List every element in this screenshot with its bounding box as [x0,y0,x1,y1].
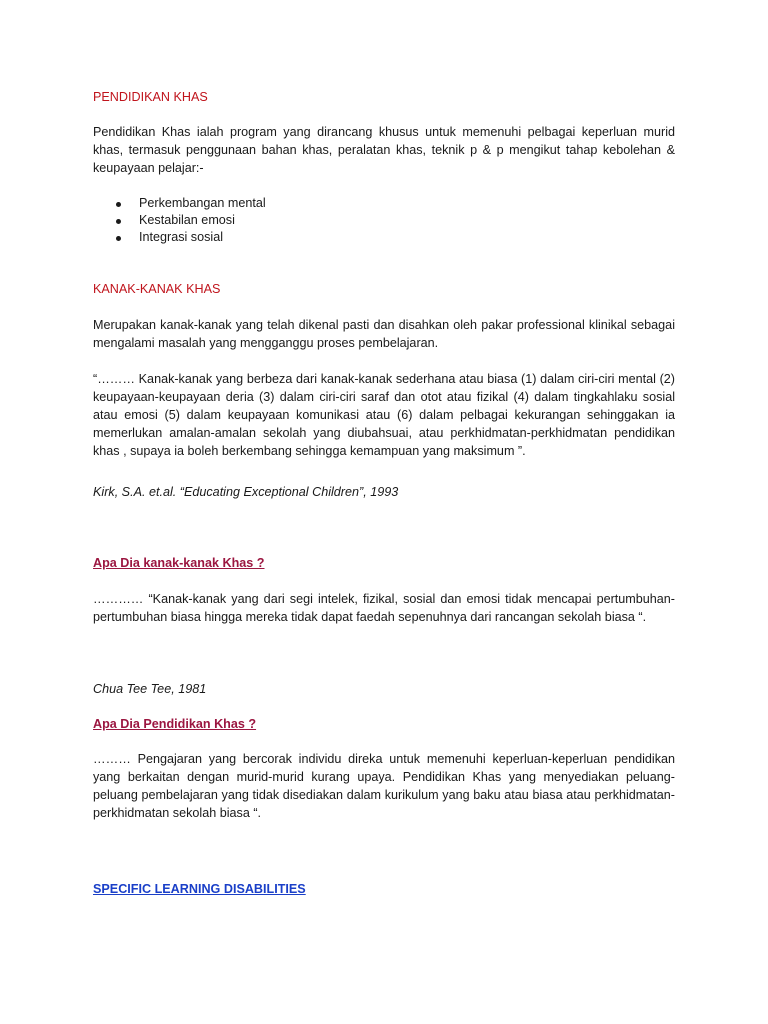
heading-pendidikan-khas: PENDIDIKAN KHAS [93,90,208,104]
bullet-icon [116,202,121,207]
bullet-icon [116,236,121,241]
list-item-label: Integrasi sosial [139,230,223,244]
citation-kirk: Kirk, S.A. et.al. “Educating Exceptional Children”, 1993 [93,485,399,499]
list-item-label: Kestabilan emosi [139,213,235,227]
link-apa-dia-kanak-kanak-khas[interactable]: Apa Dia kanak-kanak Khas ? [93,556,265,570]
list-item [93,212,675,229]
quote-kirk: “……… Kanak-kanak yang berbeza dari kanak-kanak sederhana atau biasa (1) dalam ciri-ciri mental (2) keupayaan-keupayaan deria (3) dalam ciri-ciri saraf dan otot atau fizikal (4) dalam tingkahlaku sosial atau emosi (5) dalam keupayaan komunikasi atau (6) dalam pelbagai kekurangan sehinggakan ia memerlukan amalan-amalan sekolah yang diubahsuai, atau perkhidmatan-perkhidmatan pendidikan khas , supaya ia boleh berkembang sehingga kemampuan yang maksimum ”. [93,372,675,458]
bullet-icon [116,219,121,224]
quote-chua: ………… “Kanak-kanak yang dari segi intelek, fizikal, sosial dan emosi tidak mencapai pertumbuhan-pertumbuhan biasa hingga mereka tidak dapat faedah sepenuhnya dari rancangan sekolah biasa “. [93,592,675,624]
list-item [93,195,675,212]
citation-chua: Chua Tee Tee, 1981 [93,682,207,696]
list-item [93,229,675,246]
heading-kanak-kanak-khas: KANAK-KANAK KHAS [93,282,221,296]
list-item-label: Perkembangan mental [139,196,266,210]
definition-paragraph: Merupakan kanak-kanak yang telah dikenal pasti dan disahkan oleh pakar professional klinikal sebagai mengalami masalah yang mengganggu proses pembelajaran. [93,318,675,350]
quote-pendidikan: ……… Pengajaran yang bercorak individu direka untuk memenuhi keperluan-keperluan pendidikan yang berkaitan dengan murid-murid kurang upaya. Pendidikan Khas yang menyediakan peluang-peluang pembelajaran yang tidak disediakan dalam kurikulum yang baku atau biasa atau perkhidmatan-perkhidmatan sekolah biasa “. [93,752,675,820]
intro-paragraph: Pendidikan Khas ialah program yang dirancang khusus untuk memenuhi pelbagai keperluan murid khas, termasuk penggunaan bahan khas, peralatan khas, teknik p & p mengikut tahap kebolehan & keupayaan pelajar:- [93,125,675,175]
link-specific-learning-disabilities[interactable]: SPECIFIC LEARNING DISABILITIES [93,882,306,896]
bullet-list [93,195,675,246]
link-apa-dia-pendidikan-khas[interactable]: Apa Dia Pendidikan Khas ? [93,717,257,731]
